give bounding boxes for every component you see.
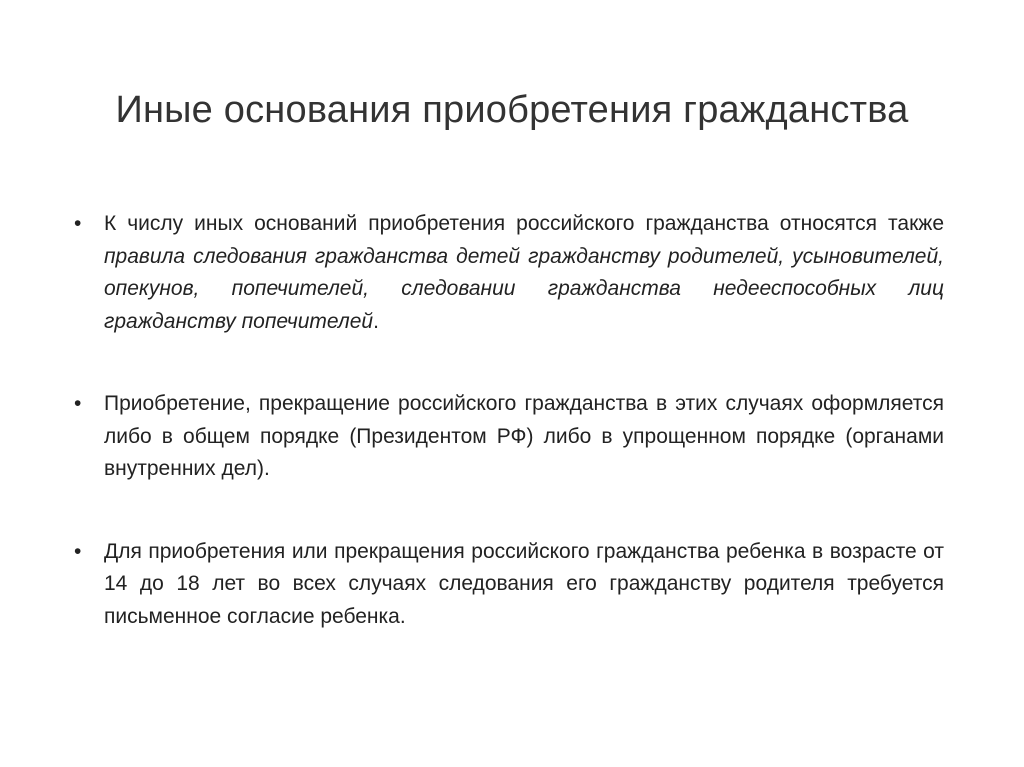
bullet-item-procedure xyxy=(72,388,944,486)
bullet-item-other-grounds xyxy=(72,208,944,338)
slide-title: Иные основания приобретения гражданства xyxy=(115,89,909,131)
bullet-item-child-consent xyxy=(72,536,944,634)
bullet-text-intro: К числу иных оснований приобретения российского гражданства относятся также xyxy=(104,212,944,235)
bullet-text-end: . xyxy=(373,309,379,333)
bullet-icon: • xyxy=(74,392,82,415)
bullet-icon: • xyxy=(74,212,82,235)
bullet-text-emphasis: правила следования гражданства детей гражданству родителей, усыновителей, опекунов, попечителей, следовании гражданства недееспособных лиц гражданству попечителей xyxy=(104,244,944,333)
bullet-icon: • xyxy=(74,539,82,563)
bullet-text: Для приобретения или прекращения российского гражданства ребенка в возрасте от 14 до 18 лет во всех случаях следования его гражданству родителя требуется письменное согласие ребенка. xyxy=(104,539,944,628)
bullet-text: Приобретение, прекращение российского гражданства в этих случаях оформляется либо в общем порядке (Президентом РФ) либо в упрощенном порядке (органами внутренних дел). xyxy=(104,392,944,480)
bullet-list xyxy=(72,208,944,633)
